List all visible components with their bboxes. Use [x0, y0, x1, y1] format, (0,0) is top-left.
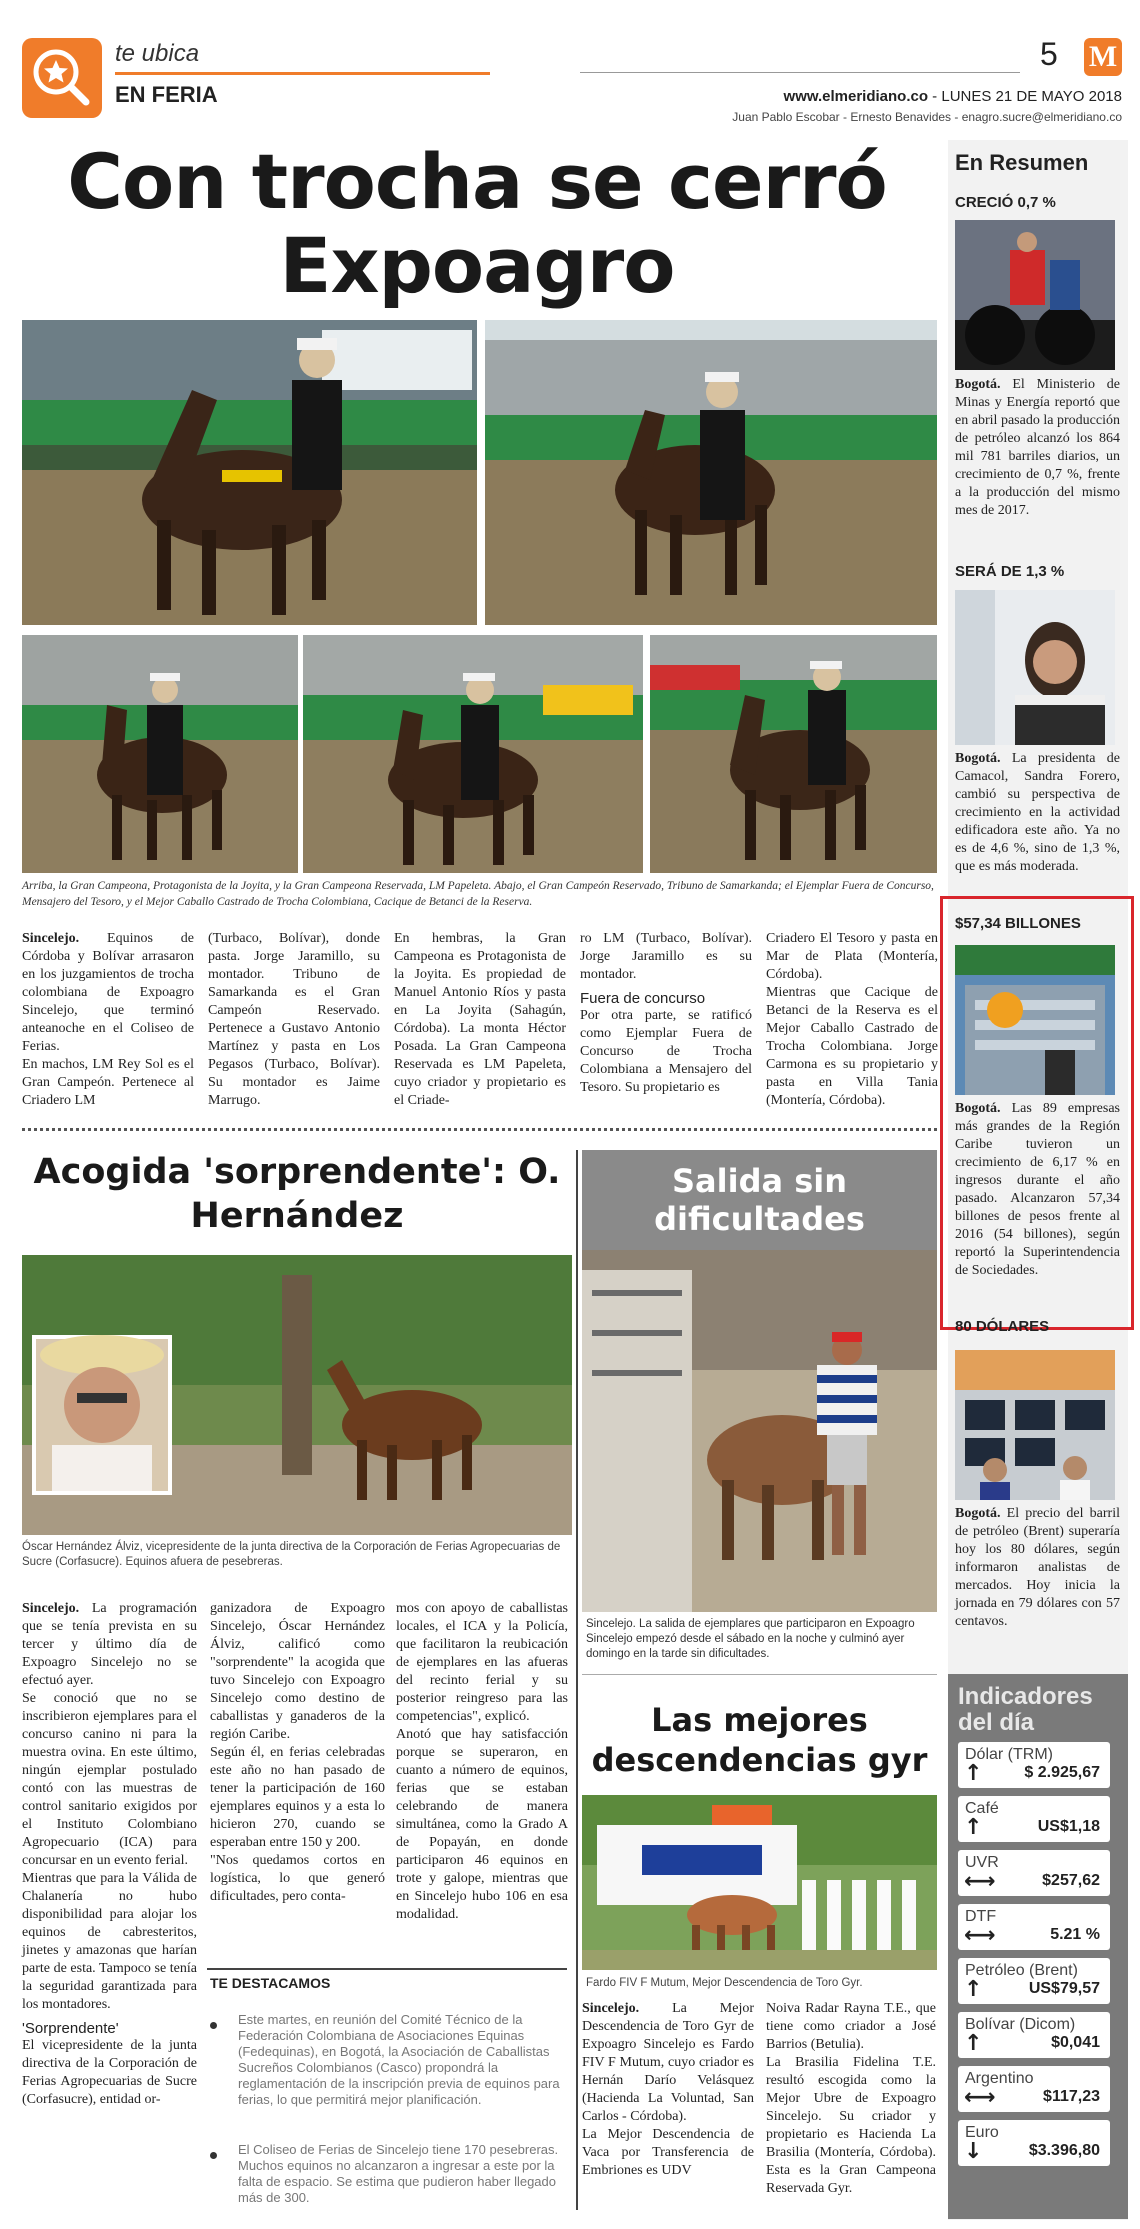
arrow-horizontal-icon: ⟷ [964, 1869, 996, 1894]
photo-mensajero-del-tesoro [303, 635, 643, 873]
site-date-line: www.elmeridiano.co - LUNES 21 DE MAYO 2018 [783, 88, 1122, 105]
indicator-name: Petróleo (Brent) [965, 1962, 1078, 1979]
column-separator [576, 1150, 578, 2210]
indicator-card-dtf [958, 1904, 1110, 1950]
indicator-card-cafe [958, 1796, 1110, 1842]
indicator-value: $257,62 [1042, 1872, 1100, 1889]
main-body-col-1: Sincelejo. Equinos de Córdoba y Bolívar arrasaron en los juzgamientos de trocha colombiana de Expoagro Sincelejo, que terminó anteanoche en el Coliseo de Ferias. En machos, LM Rey Sol es el Gran Campeón. Pertenece al Criadero LM [22, 931, 194, 1108]
arrow-up-icon: ↑ [964, 1815, 983, 1840]
section-kicker: te ubica [115, 40, 200, 67]
page-number: 5 [1040, 36, 1058, 72]
indicator-value: $3.396,80 [1028, 2142, 1100, 2159]
header-rule [580, 72, 1020, 73]
acogida-photo-caption: Óscar Hernández Álviz, vicepresidente de la junta directiva de la Corporación de Ferias Agropecuarias de Sucre (Corfasucre). Equinos afuera de pesebreras. [22, 1541, 561, 1568]
indicator-card-petroleo [958, 1958, 1110, 2004]
indicator-name: Euro [965, 2124, 999, 2141]
photo-salida-ejemplares [582, 1250, 937, 1612]
photo-gran-campeona [22, 320, 477, 625]
site-url[interactable]: www.elmeridiano.co [783, 88, 929, 105]
brief-text: Bogotá. El precio del barril de petróleo (Brent) superaría hoy los 80 dólares, según informaron analistas de mercados. Hoy inicia la jornada en 79 dólares con 57 centavos. [955, 1506, 1120, 1629]
mejores-col-2: Noiva Radar Rayna T.E., que tiene como criador a José Barrios (Betulia). La Brasilia Fidelina T.E. resultó escogida como la Mejor Ubre de Expoagro Sincelejo. Su criador y propietario es Hacienda La Brasilia (Montería, Córdoba). Esta es la Gran Campeona Reservada Gyr. [766, 2001, 936, 2196]
brief-kicker: CRECIÓ 0,7 % [955, 194, 1056, 211]
indicator-value: $117,23 [1043, 2088, 1100, 2105]
indicator-name: Argentino [965, 2070, 1034, 2087]
salida-headline: Salida sin dificultades [654, 1162, 865, 1238]
indicator-card-dolar [958, 1742, 1110, 1788]
section-rule [115, 72, 490, 75]
arrow-up-icon: ↑ [964, 2031, 983, 2056]
destacamos-item: El Coliseo de Ferias de Sincelejo tiene 170 pesebreras. Muchos equinos no alcanzaron a ingresar a este por la falta de espacio. Se estima que pudieron haber llegado más de 300. [238, 2142, 559, 2205]
mejores-headline: Las mejores descendencias gyr [591, 1701, 928, 1779]
photo-mercados [955, 1350, 1115, 1500]
indicator-name: UVR [965, 1854, 999, 1871]
indicator-name: DTF [965, 1908, 997, 1925]
main-photo-caption: Arriba, la Gran Campeona, Protagonista de la Joyita, y la Gran Campeona Reservada, LM Papeleta. Abajo, el Gran Campeón Reservado, Tribuno de Samarkanda; el Ejemplar Fuera de Concurso, Mensajero del Tesoro, y el Mejor Caballo Castrado de Trocha Colombiana, Cacique de Betanci de la Reserva. [22, 880, 934, 908]
brief-kicker: $57,34 BILLONES [955, 915, 1081, 932]
indicator-name: Bolívar (Dicom) [965, 2016, 1076, 2033]
destacamos-item: Este martes, en reunión del Comité Técnico de la Federación Colombiana de Asociaciones Equinas (Fedequinas), en Bogotá, la Asociación de Caballistas Sucreños Colombianos (Casco) propondrá la reglamentación de la inscripción previa de equinos para ferias, lo que permitirá mejor planificación. [238, 2012, 560, 2107]
photo-cacique-de-betanci [650, 635, 937, 873]
authors-line: Juan Pablo Escobar - Ernesto Benavides - enagro.sucre@elmeridiano.co [732, 110, 1122, 124]
mejores-photo-caption: Fardo FIV F Mutum, Mejor Descendencia de Toro Gyr. [586, 1977, 863, 1989]
brief-text: Bogotá. La presidenta de Camacol, Sandra Forero, cambió su perspectiva de crecimiento en la actividad edificadora este año. Ya no es de 4,6 %, sino de 1,3 %, que es más moderada. [955, 751, 1120, 874]
main-body-col-4: ro LM (Turbaco, Bolívar). Jorge Jaramillo es su montador. Fuera de concurso Por otra parte, se ratificó como Ejemplar Fuera de Concurso de Trocha Colombiana a Mensajero del Tesoro. Su propietario es [580, 931, 752, 1095]
arrow-horizontal-icon: ⟷ [964, 1923, 996, 1948]
indicator-card-uvr [958, 1850, 1110, 1896]
section-divider [22, 1128, 937, 1131]
photo-descendencia-gyr [582, 1795, 937, 1970]
main-body-col-5: Criadero El Tesoro y pasta en Mar de Plata (Montería, Córdoba). Mientras que Cacique de Betanci de la Reserva es el Mejor Caballo Castrado de Trocha Colombiana. Jorge Carmona es su propietario y pasta en Villa Tania (Montería, Córdoba). [766, 931, 938, 1108]
indicator-value: US$79,57 [1028, 1980, 1100, 1997]
arrow-up-icon: ↑ [964, 1977, 983, 2002]
main-body-col-3: En hembras, la Gran Campeona es Protagonista de la Joyita. Es propiedad de Manuel Antonio Ríos y pasta en La Joyita (Sahagún, Córdoba). La monta Héctor Posada. La Gran Campeona Reservada es LM Papeleta, cuyo criador y propietario es el Criade- [394, 931, 566, 1108]
indicator-card-argentino [958, 2066, 1110, 2112]
section-name: EN FERIA [115, 82, 218, 107]
brief-text: Bogotá. Las 89 empresas más grandes de la Región Caribe tuvieron un crecimiento de 6,17 % en ingresos durante el año pasado. Alcanzaron 57,34 billones de pesos frente al 2016 (54 billones), según reportó la Superintendencia de Sociedades. [955, 1101, 1120, 1278]
section-icon [22, 38, 102, 118]
search-star-icon [22, 38, 102, 118]
indicator-name: Dólar (TRM) [965, 1746, 1053, 1763]
issue-date: LUNES 21 DE MAYO 2018 [941, 88, 1122, 105]
newspaper-logo: M [1084, 38, 1122, 76]
salida-rule [582, 1674, 937, 1675]
photo-supersociedades [955, 945, 1115, 1095]
arrow-horizontal-icon: ⟷ [964, 2085, 996, 2110]
indicator-value: $0,041 [1051, 2034, 1100, 2051]
brief-text: Bogotá. El Ministerio de Minas y Energía reportó que en abril pasado la producción de petróleo alcanzó los 864 mil 781 barriles diarios, un crecimiento de 0,7 %, frente a la producción del mismo mes de 2017. [955, 377, 1120, 518]
indicator-name: Café [965, 1800, 999, 1817]
acogida-headline: Acogida 'sorprendente': O. Hernández [33, 1152, 561, 1236]
brief-kicker: 80 DÓLARES [955, 1318, 1050, 1335]
indicator-card-bolivar [958, 2012, 1110, 2058]
destacamos-rule [207, 1968, 567, 1970]
acogida-col-1: Sincelejo. La programación que se tenía prevista en su tercer y último día de Expoagro Sincelejo no se efectuó ayer. Se conoció que no se inscribieron ejemplares para el concurso canino ni para la muestra ovina. En este último, ningún ejemplar postulado contó con las muestras de control sanitario exigidos por el Instituto Colombiano Agropecuario (ICA) para concursar en un evento ferial. Mientras que para la Válida de Chalanería no hubo disponibilidad para alojar los equinos de cabresteritos, jinetes y amazonas que harían parte de esta. Tampoco se tenía la seguridad garantizada para los montadores. 'Sorprendente' El vicepresidente de la junta directiva de la Corporación de Ferias Agropecuarias de Sucre (Corfasucre), entidad or- [22, 1601, 197, 2107]
main-headline: Con trocha se cerró Expoagro [67, 137, 887, 310]
photo-petroleo [955, 220, 1115, 370]
photo-equinos-pesebreras [22, 1255, 572, 1535]
acogida-col-2: ganizadora de Expoagro Sincelejo, Óscar Hernández Álviz, calificó como "sorprendente" la acogida que tuvo Sincelejo con Expoagro Sincelejo como destino de caballistas y ganaderos de la región Caribe. Según él, en ferias celebradas este año no han pasado de tener la participación de 160 ejemplares equinos y a esta lo hicieron 270, cuando se esperaban entre 150 y 200. "Nos quedamos cortos en logística, lo que generó dificultades, pero conta- [210, 1601, 385, 1904]
indicator-value: $ 2.925,67 [1024, 1764, 1100, 1781]
salida-photo-caption: Sincelejo. La salida de ejemplares que participaron en Expoagro Sincelejo empezó desde el sábado en la noche y culminó ayer domingo en la tarde sin dificultades. [586, 1618, 915, 1660]
mejores-col-1: Sincelejo. La Mejor Descendencia de Toro Gyr de Expoagro Sincelejo es Fardo FIV F Mutum, cuyo criador es Hernán Darío Velásquez (Hacienda La Voluntad, San Carlos - Córdoba). La Mejor Descendencia de Vaca por Transferencia de Embriones es UDV [582, 2001, 754, 2178]
indicator-card-euro [958, 2120, 1110, 2166]
indicator-value: 5.21 % [1050, 1926, 1100, 1943]
arrow-up-icon: ↑ [964, 1761, 983, 1786]
photo-gran-campeon-reservado [22, 635, 298, 873]
main-body-col-2: (Turbaco, Bolívar), donde pasta. Jorge Jaramillo, su montador. Tribuno de Samarkanda es el Gran Campeón Reservado. Pertenece a Gustavo Antonio Martínez y pasta en Los Pegasos (Turbaco, Bolívar). Su montador es Jaime Marrugo. [208, 931, 380, 1108]
bullet-icon [210, 2022, 217, 2029]
indicator-value: US$1,18 [1037, 1818, 1100, 1835]
photo-camacol [955, 590, 1115, 745]
destacamos-title: TE DESTACAMOS [210, 1975, 331, 1991]
bullet-icon [210, 2152, 217, 2159]
photo-gran-campeona-reservada [485, 320, 937, 625]
sidebar-title: En Resumen [955, 150, 1089, 175]
acogida-col-3: mos con apoyo de caballistas locales, el ICA y la Policía, que facilitaron la reubicación de ejemplares en las afueras del recinto ferial y su posterior reingreso para las competencias", explicó. Anotó que hay satisfacción porque se superaron, en cuanto a número de equinos, ferias que se estaban celebrando de manera simultánea, como la Grado A de Popayán, en donde participaron 46 equinos en trote y galope, mientras que en Sincelejo hubo 106 en esa modalidad. [396, 1601, 568, 1922]
arrow-down-icon: ↓ [964, 2139, 983, 2164]
indicators-title: Indicadores del día [958, 1683, 1093, 1736]
brief-kicker: SERÁ DE 1,3 % [955, 563, 1065, 580]
